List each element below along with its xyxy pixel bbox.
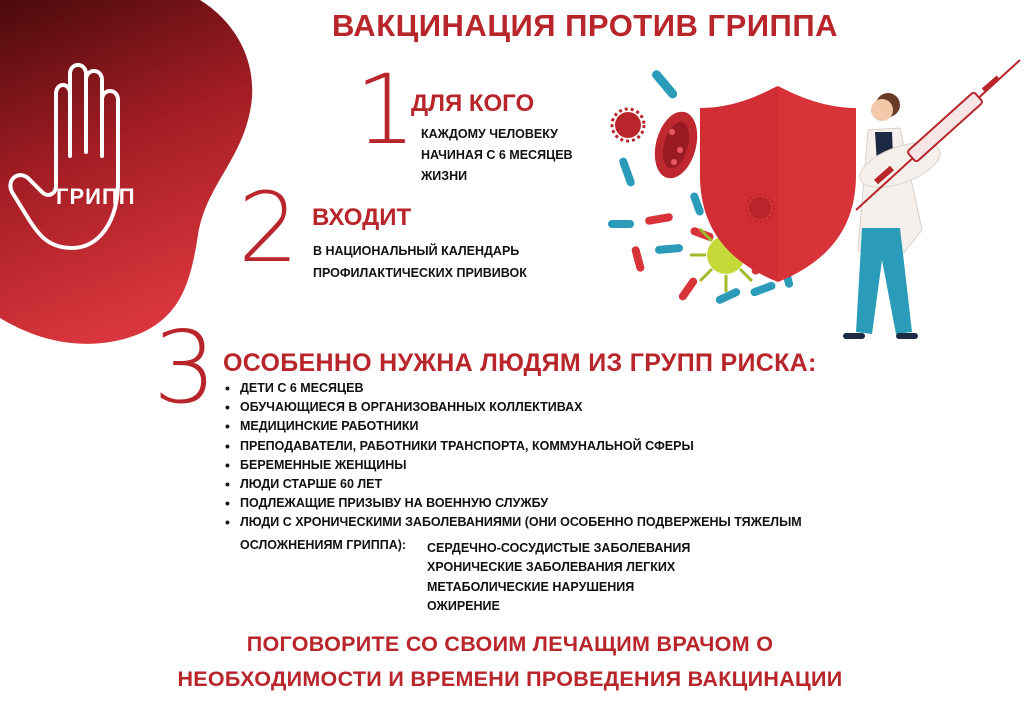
hand-stop-icon [8,52,168,262]
list-item: • ОБУЧАЮЩИЕСЯ В ОРГАНИЗОВАННЫХ КОЛЛЕКТИВАХ [224,398,864,417]
section-text-line: ЖИЗНИ [421,169,468,183]
virus-icon [749,197,771,219]
section-heading-3: ОСОБЕННО НУЖНА ЛЮДЯМ ИЗ ГРУПП РИСКА: [223,349,817,377]
risk-group-list [224,379,864,533]
list-item: • МЕДИЦИНСКИЕ РАБОТНИКИ [224,417,864,436]
footer-call-to-action [120,627,900,697]
section-heading-2: ВХОДИТ [312,204,412,231]
section-number-3: 3 [153,309,217,426]
section-number-1: 1 [355,54,417,166]
vaccination-illustration [600,50,1024,350]
hand-label: ГРИПП [56,184,136,209]
list-item: • ДЕТИ С 6 МЕСЯЦЕВ [224,379,864,398]
virus-icon [648,107,704,183]
footer-line: ПОГОВОРИТЕ СО СВОИМ ЛЕЧАЩИМ ВРАЧОМ О [246,632,774,656]
list-item: • ЛЮДИ СТАРШЕ 60 ЛЕТ [224,475,864,494]
list-item: • ПОДЛЕЖАЩИЕ ПРИЗЫВУ НА ВОЕННУЮ СЛУЖБУ [224,494,864,513]
section-text-line: КАЖДОМУ ЧЕЛОВЕКУ [421,127,558,141]
section-text-2 [313,240,613,284]
section-text-line: ПРОФИЛАКТИЧЕСКИХ ПРИВИВОК [313,266,527,280]
list-item: МЕТАБОЛИЧЕСКИЕ НАРУШЕНИЯ [427,579,635,594]
page-title: ВАКЦИНАЦИЯ ПРОТИВ ГРИППА [331,8,839,43]
risk-continuation: ОСЛОЖНЕНИЯМ ГРИППА): [240,538,407,552]
list-item: • БЕРЕМЕННЫЕ ЖЕНЩИНЫ [224,456,864,475]
section-text-1 [421,124,601,187]
section-number-2: 2 [238,172,300,284]
section-heading-1: ДЛЯ КОГО [411,90,535,117]
list-item: СЕРДЕЧНО-СОСУДИСТЫЕ ЗАБОЛЕВАНИЯ [427,541,691,555]
list-item: ОЖИРЕНИЕ [427,599,500,614]
section-text-line: НАЧИНАЯ С 6 МЕСЯЦЕВ [421,148,573,162]
list-item: • ЛЮДИ С ХРОНИЧЕСКИМИ ЗАБОЛЕВАНИЯМИ (ОНИ ОСОБЕННО ПОДВЕРЖЕНЫ ТЯЖЕЛЫМ [224,513,864,532]
virus-icon [612,109,644,141]
footer-line: НЕОБХОДИМОСТИ И ВРЕМЕНИ ПРОВЕДЕНИЯ ВАКЦИНАЦИИ [177,667,843,691]
section-text-line: В НАЦИОНАЛЬНЫЙ КАЛЕНДАРЬ [313,244,520,258]
list-item: • ПРЕПОДАВАТЕЛИ, РАБОТНИКИ ТРАНСПОРТА, КОММУНАЛЬНОЙ СФЕРЫ [224,437,864,456]
chronic-conditions-list [427,539,787,617]
list-item: ХРОНИЧЕСКИЕ ЗАБОЛЕВАНИЯ ЛЕГКИХ [427,560,676,575]
